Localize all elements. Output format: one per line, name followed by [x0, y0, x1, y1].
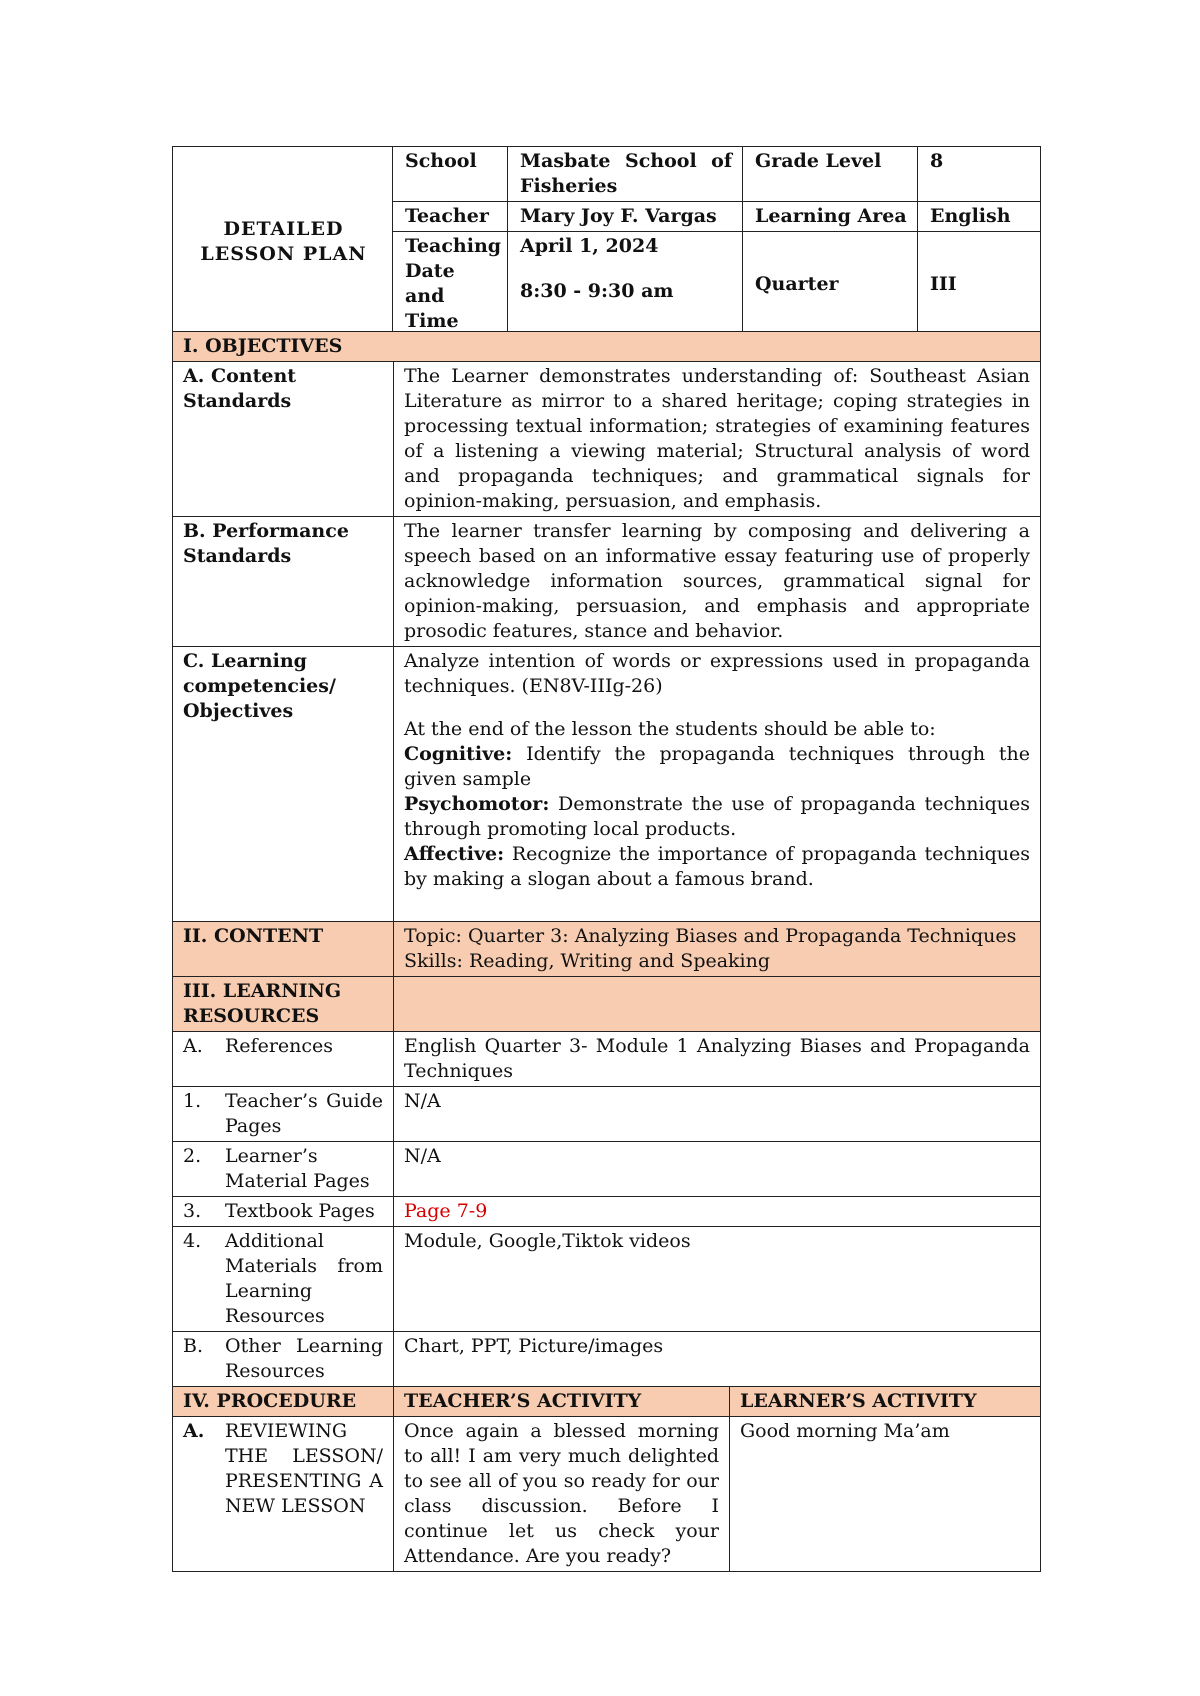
content-standards-label: A. Content Standards	[173, 362, 394, 517]
procedure-a-label-cell	[173, 1417, 394, 1572]
procedure-a-num: A.	[183, 1420, 205, 1442]
additional-materials-num: 4.	[183, 1230, 202, 1252]
psychomotor-objective	[404, 792, 1030, 842]
learners-material-label-cell	[173, 1142, 394, 1197]
procedure-a-teacher: Once again a blessed morning to all! I am very much delighted to see all of you so ready for our class discussion. Before I continue let us check your Attendance. Are you ready?	[394, 1417, 730, 1572]
other-resources-num: B.	[183, 1335, 204, 1357]
affective-text: Recognize the importance of propaganda techniques by making a slogan about a famous brand.	[404, 843, 1031, 890]
objectives-heading: I. OBJECTIVES	[173, 332, 1041, 362]
procedure-a-label: REVIEWING THE LESSON/ PRESENTING A NEW LESSON	[225, 1420, 383, 1517]
header-table	[172, 146, 1041, 337]
resources-heading: III. LEARNING RESOURCES	[173, 977, 394, 1032]
psychomotor-text: Demonstrate the use of propaganda techniques through promoting local products.	[404, 793, 1031, 840]
grade-label: Grade Level	[743, 147, 918, 202]
title-line-2: LESSON PLAN	[200, 242, 367, 265]
content-skills: Skills: Reading, Writing and Speaking	[404, 950, 771, 972]
affective-objective	[404, 842, 1030, 892]
document-title	[173, 147, 393, 337]
other-resources-label-cell	[173, 1332, 394, 1387]
additional-materials-label: Additional Materials from Learning Resources	[225, 1230, 383, 1327]
date-label: Teaching Date and Time	[393, 232, 508, 337]
references-num: A.	[183, 1035, 203, 1057]
area-label: Learning Area	[743, 202, 918, 232]
cognitive-text: Identify the propaganda techniques through the given sample	[404, 743, 1031, 790]
quarter-value: III	[918, 232, 1041, 337]
psychomotor-label: Psychomotor:	[404, 793, 550, 815]
performance-standards-text: The learner transfer learning by composing and delivering a speech based on an informative essay featuring use of properly acknowledge information sources, grammatical signal for opinion-making, persuasion, and emphasis and appropriate prosodic features, stance and behavior.	[394, 517, 1041, 647]
resources-heading-blank	[394, 977, 1041, 1032]
teacher-activity-heading: TEACHER’S ACTIVITY	[394, 1387, 730, 1417]
grade-value: 8	[918, 147, 1041, 202]
cognitive-label: Cognitive:	[404, 743, 513, 765]
time-value: 8:30 - 9:30 am	[520, 280, 674, 302]
learners-material-num: 2.	[183, 1145, 202, 1167]
other-resources-label: Other Learning Resources	[225, 1335, 383, 1382]
teachers-guide-label: Teacher’s Guide Pages	[225, 1090, 383, 1137]
teachers-guide-num: 1.	[183, 1090, 202, 1112]
teachers-guide-value: N/A	[394, 1087, 1041, 1142]
additional-materials-label-cell	[173, 1227, 394, 1332]
cognitive-objective	[404, 742, 1030, 792]
other-resources-value: Chart, PPT, Picture/images	[394, 1332, 1041, 1387]
competencies-cell	[394, 647, 1041, 922]
teacher-value: Mary Joy F. Vargas	[508, 202, 743, 232]
date-value: April 1, 2024	[520, 235, 659, 257]
textbook-value: Page 7-9	[394, 1197, 1041, 1227]
additional-materials-value: Module, Google,Tiktok videos	[394, 1227, 1041, 1332]
date-time-value	[508, 232, 743, 337]
quarter-label: Quarter	[743, 232, 918, 337]
competency-text: Analyze intention of words or expressions used in propaganda techniques. (EN8V-IIIg-26)	[404, 650, 1031, 697]
content-standards-text: The Learner demonstrates understanding of: Southeast Asian Literature as mirror to a shared heritage; coping strategies in processing textual information; strategies of examining features of a listening a viewing material; Structural analysis of word and propaganda techniques; and grammatical signals for opinion-making, persuasion, and emphasis.	[394, 362, 1041, 517]
area-value: English	[918, 202, 1041, 232]
procedure-a-learner: Good morning Ma’am	[730, 1417, 1041, 1572]
references-label: References	[225, 1035, 334, 1057]
content-cell	[394, 922, 1041, 977]
lesson-table	[172, 331, 1041, 1572]
end-of-lesson-text: At the end of the lesson the students should be able to:	[404, 718, 936, 740]
school-label: School	[393, 147, 508, 202]
performance-standards-label: B. Performance Standards	[173, 517, 394, 647]
title-line-1: DETAILED	[223, 217, 344, 240]
competencies-label: C. Learning competencies/ Objectives	[173, 647, 394, 922]
textbook-label: Textbook Pages	[225, 1200, 375, 1222]
affective-label: Affective:	[404, 843, 505, 865]
content-heading: II. CONTENT	[173, 922, 394, 977]
teachers-guide-label-cell	[173, 1087, 394, 1142]
content-topic: Topic: Quarter 3: Analyzing Biases and Propaganda Techniques	[404, 925, 1017, 947]
textbook-num: 3.	[183, 1200, 202, 1222]
teacher-label: Teacher	[393, 202, 508, 232]
school-value: Masbate School of Fisheries	[508, 147, 743, 202]
references-label-cell	[173, 1032, 394, 1087]
procedure-heading: IV. PROCEDURE	[173, 1387, 394, 1417]
textbook-label-cell	[173, 1197, 394, 1227]
learner-activity-heading: LEARNER’S ACTIVITY	[730, 1387, 1041, 1417]
learners-material-value: N/A	[394, 1142, 1041, 1197]
learners-material-label: Learner’s Material Pages	[225, 1145, 370, 1192]
references-value: English Quarter 3- Module 1 Analyzing Biases and Propaganda Techniques	[394, 1032, 1041, 1087]
